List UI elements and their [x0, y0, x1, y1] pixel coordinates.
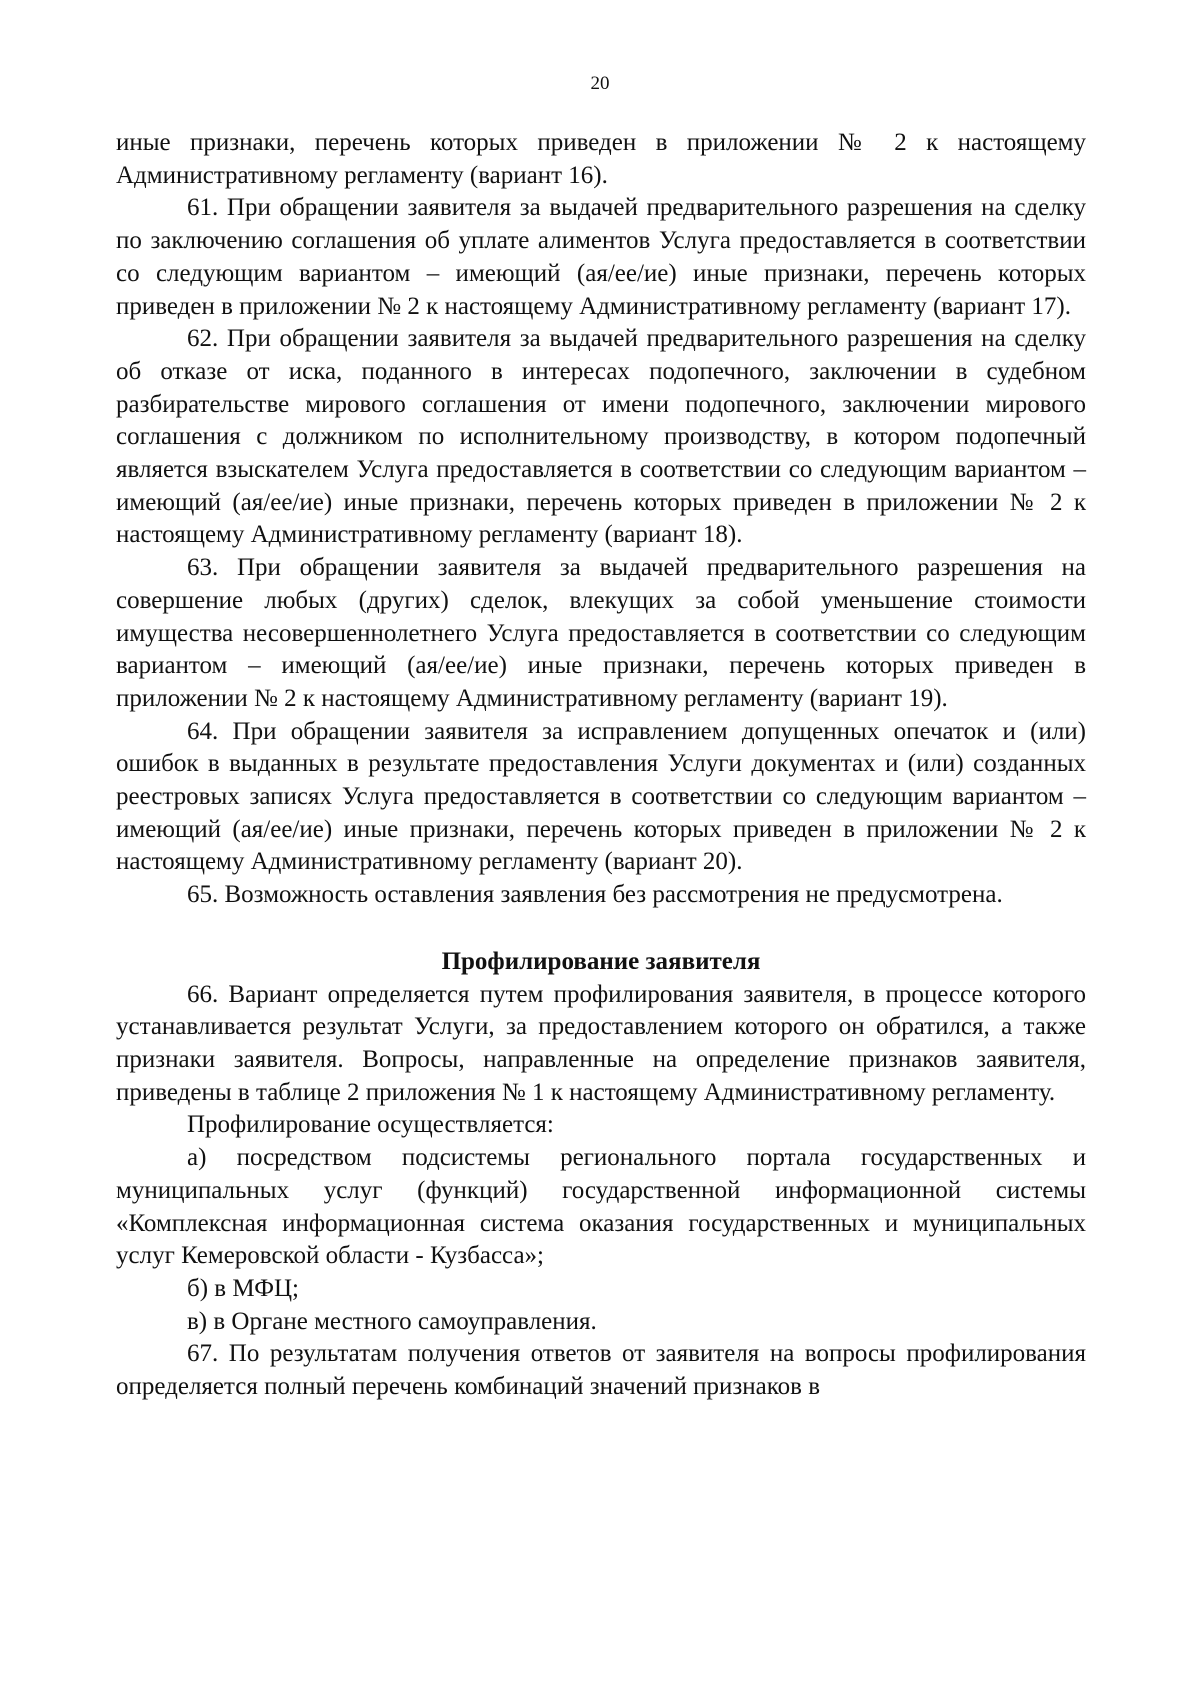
section-heading: Профилирование заявителя [441, 947, 761, 975]
list-item-a: а) посредством подсистемы регионального портала государственных и муниципальных услуг (функций) государственной информационной системы «Комплексная информационная система оказания государственных и муниципальных услуг Кемеровской области - Кузбасса»; [116, 1144, 1086, 1270]
paragraph-66: 66. Вариант определяется путем профилирования заявителя, в процессе которого устанавливается результат Услуги, за предоставлением которого он обратился, а также признаки заявителя. Вопросы, направленные на определение признаков заявителя, приведены в таблице 2 приложения № 1 к настоящему Административному регламенту. [116, 980, 1086, 1106]
paragraph-62: 62. При обращении заявителя за выдачей предварительного разрешения на сделку об отказе от иска, поданного в интересах подопечного, заключении в судебном разбирательстве мирового соглашения от имени подопечного, заключении мирового соглашения с должником по исполнительному производству, в котором подопечный является взыскателем Услуга предоставляется в соответствии со следующим вариантом – имеющий (ая/ее/ие) иные признаки, перечень которых приведен в приложении № 2 к настоящему Административному регламенту (вариант 18). [116, 325, 1086, 549]
list-item-b: б) в МФЦ; [187, 1274, 299, 1302]
list-item-c: в) в Органе местного самоуправления. [187, 1307, 597, 1335]
paragraph-66-intro: Профилирование осуществляется: [187, 1111, 554, 1139]
paragraph-64: 64. При обращении заявителя за исправлением допущенных опечаток и (или) ошибок в выданных в результате предоставления Услуги документах и (или) созданных реестровых записях Услуга предоставляется в соответствии со следующим вариантом – имеющий (ая/ее/ие) иные признаки, перечень которых приведен в приложении № 2 к настоящему Административному регламенту (вариант 20). [116, 717, 1086, 876]
document-body [116, 127, 1086, 1404]
paragraph-61: 61. При обращении заявителя за выдачей предварительного разрешения на сделку по заключению соглашения об уплате алиментов Услуга предоставляется в соответствии со следующим вариантом – имеющий (ая/ее/ие) иные признаки, перечень которых приведен в приложении № 2 к настоящему Административному регламенту (вариант 17). [116, 194, 1086, 320]
paragraph-65: 65. Возможность оставления заявления без рассмотрения не предусмотрена. [187, 881, 1003, 909]
paragraph-67: 67. По результатам получения ответов от заявителя на вопросы профилирования определяется полный перечень комбинаций значений признаков в [116, 1340, 1086, 1401]
paragraph-continuation: иные признаки, перечень которых приведен в приложении № 2 к настоящему Административному регламенту (вариант 16). [116, 129, 1086, 189]
paragraph-63: 63. При обращении заявителя за выдачей предварительного разрешения на совершение любых (других) сделок, влекущих за собой уменьшение стоимости имущества несовершеннолетнего Услуга предоставляется в соответствии со следующим вариантом – имеющий (ая/ее/ие) иные признаки, перечень которых приведен в приложении № 2 к настоящему Административному регламенту (вариант 19). [116, 554, 1086, 712]
page-number: 20 [590, 73, 610, 94]
